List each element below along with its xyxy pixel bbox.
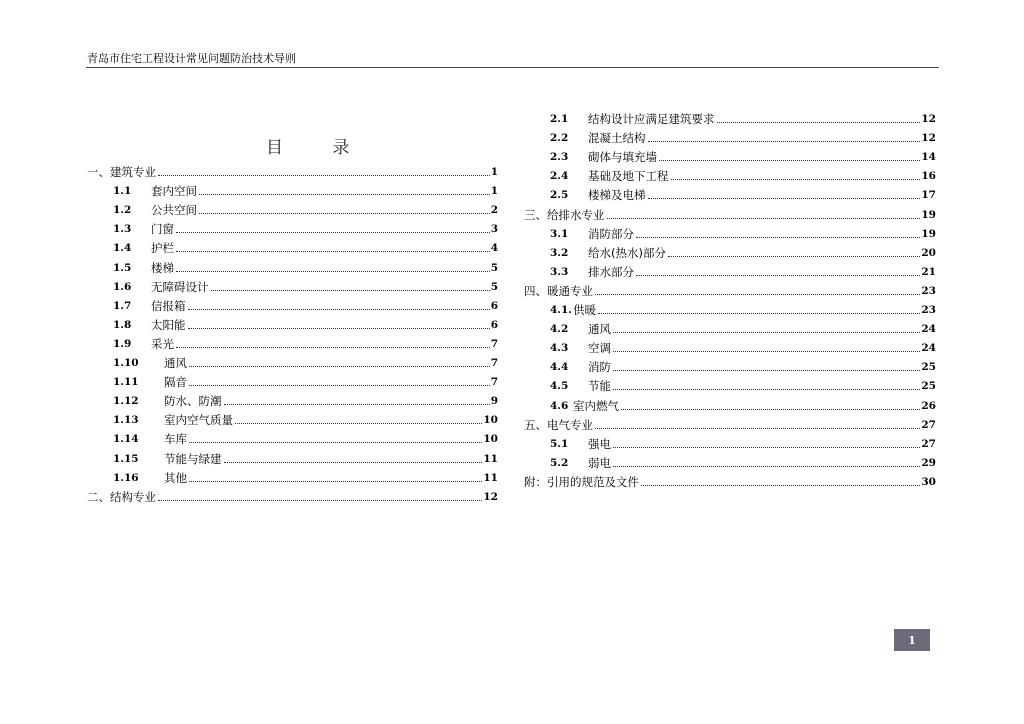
toc-dot-leader — [613, 466, 920, 467]
toc-entry[interactable] — [113, 335, 498, 351]
toc-entry-number: 4.3 — [550, 342, 569, 354]
toc-dot-leader — [189, 385, 490, 386]
toc-entry[interactable] — [113, 373, 498, 389]
toc-entry-title: 五、电气专业 — [524, 418, 593, 432]
toc-entry-title: 一、建筑专业 — [87, 165, 156, 179]
toc-dot-leader — [636, 275, 920, 276]
toc-dot-leader — [189, 481, 482, 482]
toc-entry-number: 2.2 — [550, 132, 569, 144]
toc-entry-number: 3.2 — [550, 247, 569, 259]
toc-entry-number: 1.8 — [113, 319, 132, 331]
toc-entry[interactable] — [550, 358, 936, 374]
toc-entry-number: 1.9 — [113, 338, 132, 350]
toc-entry[interactable] — [550, 110, 936, 126]
toc-entry-title: 混凝土结构 — [588, 131, 646, 145]
toc-entry[interactable] — [524, 206, 936, 222]
toc-entry-page: 9 — [490, 395, 498, 407]
toc-entry[interactable] — [113, 182, 498, 198]
toc-entry-number: 1.13 — [113, 414, 139, 426]
toc-entry-number: 1.11 — [113, 376, 139, 388]
toc-entry-title: 砌体与填充墙 — [588, 150, 657, 164]
toc-entry-number: 1.16 — [113, 472, 139, 484]
toc-entry-page: 20 — [921, 247, 936, 259]
toc-entry-title: 公共空间 — [151, 203, 197, 217]
toc-entry[interactable] — [550, 377, 936, 393]
toc-entry-page: 24 — [921, 342, 936, 354]
toc-title: 目 录 — [266, 138, 372, 158]
toc-entry-title: 通风 — [164, 356, 187, 370]
toc-dot-leader — [189, 442, 482, 443]
toc-entry-title: 信报箱 — [151, 299, 186, 313]
toc-entry-page: 2 — [490, 204, 498, 216]
toc-entry[interactable] — [87, 488, 498, 504]
toc-dot-leader — [158, 175, 490, 176]
toc-entry-title: 护栏 — [151, 241, 174, 255]
toc-entry[interactable] — [113, 220, 498, 236]
toc-entry-title: 太阳能 — [151, 318, 186, 332]
toc-entry[interactable] — [113, 450, 498, 466]
toc-dot-leader — [158, 500, 482, 501]
toc-entry-page: 11 — [483, 453, 498, 465]
page-number-badge: 1 — [894, 629, 930, 651]
toc-entry-title: 防水、防潮 — [164, 394, 222, 408]
toc-entry-title: 消防部分 — [588, 227, 634, 241]
toc-dot-leader — [717, 122, 921, 123]
toc-entry-page: 21 — [921, 266, 936, 278]
toc-entry-number: 1.15 — [113, 453, 139, 465]
toc-entry-title: 其他 — [164, 471, 187, 485]
toc-entry-title: 门窗 — [151, 222, 174, 236]
toc-entry-page: 16 — [921, 170, 936, 182]
toc-dot-leader — [671, 179, 921, 180]
toc-entry-page: 1 — [490, 185, 498, 197]
toc-entry-page: 1 — [490, 166, 498, 178]
toc-entry-page: 11 — [483, 472, 498, 484]
header-divider — [86, 67, 939, 68]
toc-dot-leader — [189, 366, 490, 367]
toc-dot-leader — [176, 271, 490, 272]
toc-entry[interactable] — [550, 167, 936, 183]
toc-entry[interactable] — [113, 259, 498, 275]
toc-dot-leader — [224, 462, 483, 463]
toc-entry-number: 2.5 — [550, 189, 569, 201]
toc-entry-title: 供暖 — [573, 303, 596, 317]
toc-entry-number: 1.7 — [113, 300, 132, 312]
toc-dot-leader — [224, 404, 490, 405]
toc-entry-title: 隔音 — [164, 375, 187, 389]
toc-entry[interactable] — [113, 239, 498, 255]
toc-entry[interactable] — [550, 263, 936, 279]
toc-entry-title: 消防 — [588, 360, 611, 374]
toc-dot-leader — [613, 332, 920, 333]
toc-entry-number: 4.6 — [550, 400, 569, 412]
toc-entry-number: 2.3 — [550, 151, 569, 163]
toc-entry[interactable] — [524, 416, 936, 432]
toc-entry-title: 四、暖通专业 — [524, 284, 593, 298]
toc-entry-page: 10 — [483, 414, 498, 426]
toc-entry[interactable] — [550, 339, 936, 355]
toc-entry[interactable] — [550, 244, 936, 260]
toc-entry-page: 7 — [490, 357, 498, 369]
toc-dot-leader — [176, 251, 490, 252]
toc-entry[interactable] — [550, 454, 936, 470]
toc-dot-leader — [613, 370, 920, 371]
toc-entry-number: 1.1 — [113, 185, 132, 197]
toc-entry-page: 5 — [490, 281, 498, 293]
toc-dot-leader — [636, 237, 920, 238]
toc-dot-leader — [607, 218, 921, 219]
toc-entry[interactable] — [550, 186, 936, 202]
toc-entry[interactable] — [113, 392, 498, 408]
toc-dot-leader — [199, 194, 490, 195]
toc-entry[interactable] — [524, 473, 936, 489]
toc-entry-page: 6 — [490, 300, 498, 312]
toc-entry-page: 23 — [921, 304, 936, 316]
toc-entry-number: 3.3 — [550, 266, 569, 278]
toc-entry-page: 3 — [490, 223, 498, 235]
toc-entry-number: 1.12 — [113, 395, 139, 407]
toc-entry-page: 10 — [483, 433, 498, 445]
toc-entry-page: 19 — [921, 209, 936, 221]
toc-entry-number: 4.5 — [550, 380, 569, 392]
toc-entry-number: 4.2 — [550, 323, 569, 335]
toc-dot-leader — [199, 213, 490, 214]
document-header-title: 青岛市住宅工程设计常见问题防治技术导则 — [87, 52, 296, 65]
toc-entry[interactable] — [113, 278, 498, 294]
toc-dot-leader — [641, 485, 920, 486]
toc-dot-leader — [613, 351, 920, 352]
toc-dot-leader — [659, 160, 920, 161]
toc-entry[interactable] — [113, 411, 498, 427]
toc-entry-number: 1.14 — [113, 433, 139, 445]
toc-entry-number: 1.5 — [113, 262, 132, 274]
toc-entry-title: 结构设计应满足建筑要求 — [588, 112, 715, 126]
toc-entry-title: 给水(热水)部分 — [588, 246, 666, 260]
toc-entry[interactable] — [550, 301, 936, 317]
toc-entry-page: 27 — [921, 438, 936, 450]
toc-entry-page: 12 — [483, 491, 498, 503]
toc-entry[interactable] — [113, 430, 498, 446]
toc-entry-title: 基础及地下工程 — [588, 169, 669, 183]
toc-entry-title: 采光 — [151, 337, 174, 351]
toc-entry-title: 节能与绿建 — [164, 452, 222, 466]
toc-entry-page: 7 — [490, 376, 498, 388]
toc-dot-leader — [188, 328, 490, 329]
toc-entry[interactable] — [113, 354, 498, 370]
toc-entry-page: 17 — [921, 189, 936, 201]
toc-entry-title: 无障碍设计 — [151, 280, 209, 294]
toc-entry-page: 6 — [490, 319, 498, 331]
toc-entry[interactable] — [550, 435, 936, 451]
toc-entry-number: 1.3 — [113, 223, 132, 235]
toc-entry-title: 室内燃气 — [573, 399, 619, 413]
toc-entry[interactable] — [113, 201, 498, 217]
toc-dot-leader — [235, 423, 482, 424]
toc-entry-title: 通风 — [588, 322, 611, 336]
toc-entry-number: 5.1 — [550, 438, 569, 450]
toc-entry[interactable] — [524, 282, 936, 298]
toc-entry-page: 23 — [921, 285, 936, 297]
toc-entry-title: 室内空气质量 — [164, 413, 233, 427]
toc-entry-page: 26 — [921, 400, 936, 412]
toc-dot-leader — [176, 232, 490, 233]
toc-entry-number: 4.1. — [550, 304, 572, 316]
toc-entry[interactable] — [550, 397, 936, 413]
toc-entry-title: 弱电 — [588, 456, 611, 470]
toc-entry-page: 7 — [490, 338, 498, 350]
toc-dot-leader — [176, 347, 490, 348]
toc-entry[interactable] — [550, 129, 936, 145]
toc-entry-title: 楼梯 — [151, 261, 174, 275]
toc-dot-leader — [621, 409, 920, 410]
toc-entry-title: 二、结构专业 — [87, 490, 156, 504]
toc-entry-page: 29 — [921, 457, 936, 469]
toc-entry-number: 1.2 — [113, 204, 132, 216]
toc-entry-page: 12 — [921, 132, 936, 144]
toc-entry-page: 25 — [921, 380, 936, 392]
toc-entry-number: 5.2 — [550, 457, 569, 469]
toc-entry-title: 附：引用的规范及文件 — [524, 475, 639, 489]
toc-dot-leader — [595, 428, 920, 429]
toc-entry[interactable] — [113, 316, 498, 332]
toc-entry-title: 节能 — [588, 379, 611, 393]
toc-dot-leader — [188, 309, 490, 310]
toc-entry-number: 1.6 — [113, 281, 132, 293]
toc-entry-number: 3.1 — [550, 228, 569, 240]
toc-entry-title: 排水部分 — [588, 265, 634, 279]
toc-entry-page: 14 — [921, 151, 936, 163]
toc-entry-page: 30 — [921, 476, 936, 488]
toc-entry-title: 套内空间 — [151, 184, 197, 198]
toc-dot-leader — [613, 389, 920, 390]
toc-entry[interactable] — [550, 320, 936, 336]
toc-entry[interactable] — [87, 163, 498, 179]
toc-entry-page: 24 — [921, 323, 936, 335]
toc-dot-leader — [598, 313, 920, 314]
toc-entry-page: 5 — [490, 262, 498, 274]
toc-entry-number: 2.1 — [550, 113, 569, 125]
toc-entry[interactable] — [550, 225, 936, 241]
toc-entry-number: 2.4 — [550, 170, 569, 182]
toc-entry-page: 12 — [921, 113, 936, 125]
toc-dot-leader — [648, 198, 921, 199]
toc-entry-title: 车库 — [164, 432, 187, 446]
toc-entry[interactable] — [113, 469, 498, 485]
toc-dot-leader — [595, 294, 920, 295]
toc-entry-number: 1.10 — [113, 357, 139, 369]
toc-entry-title: 强电 — [588, 437, 611, 451]
toc-entry-title: 空调 — [588, 341, 611, 355]
toc-entry[interactable] — [550, 148, 936, 164]
toc-entry-number: 1.4 — [113, 242, 132, 254]
toc-dot-leader — [613, 447, 920, 448]
toc-entry-number: 4.4 — [550, 361, 569, 373]
toc-entry[interactable] — [113, 297, 498, 313]
toc-entry-page: 27 — [921, 419, 936, 431]
toc-entry-page: 19 — [921, 228, 936, 240]
toc-dot-leader — [211, 290, 490, 291]
toc-dot-leader — [648, 141, 921, 142]
toc-entry-title: 三、给排水专业 — [524, 208, 605, 222]
toc-dot-leader — [668, 256, 920, 257]
toc-entry-page: 4 — [490, 242, 498, 254]
toc-entry-title: 楼梯及电梯 — [588, 188, 646, 202]
toc-entry-page: 25 — [921, 361, 936, 373]
